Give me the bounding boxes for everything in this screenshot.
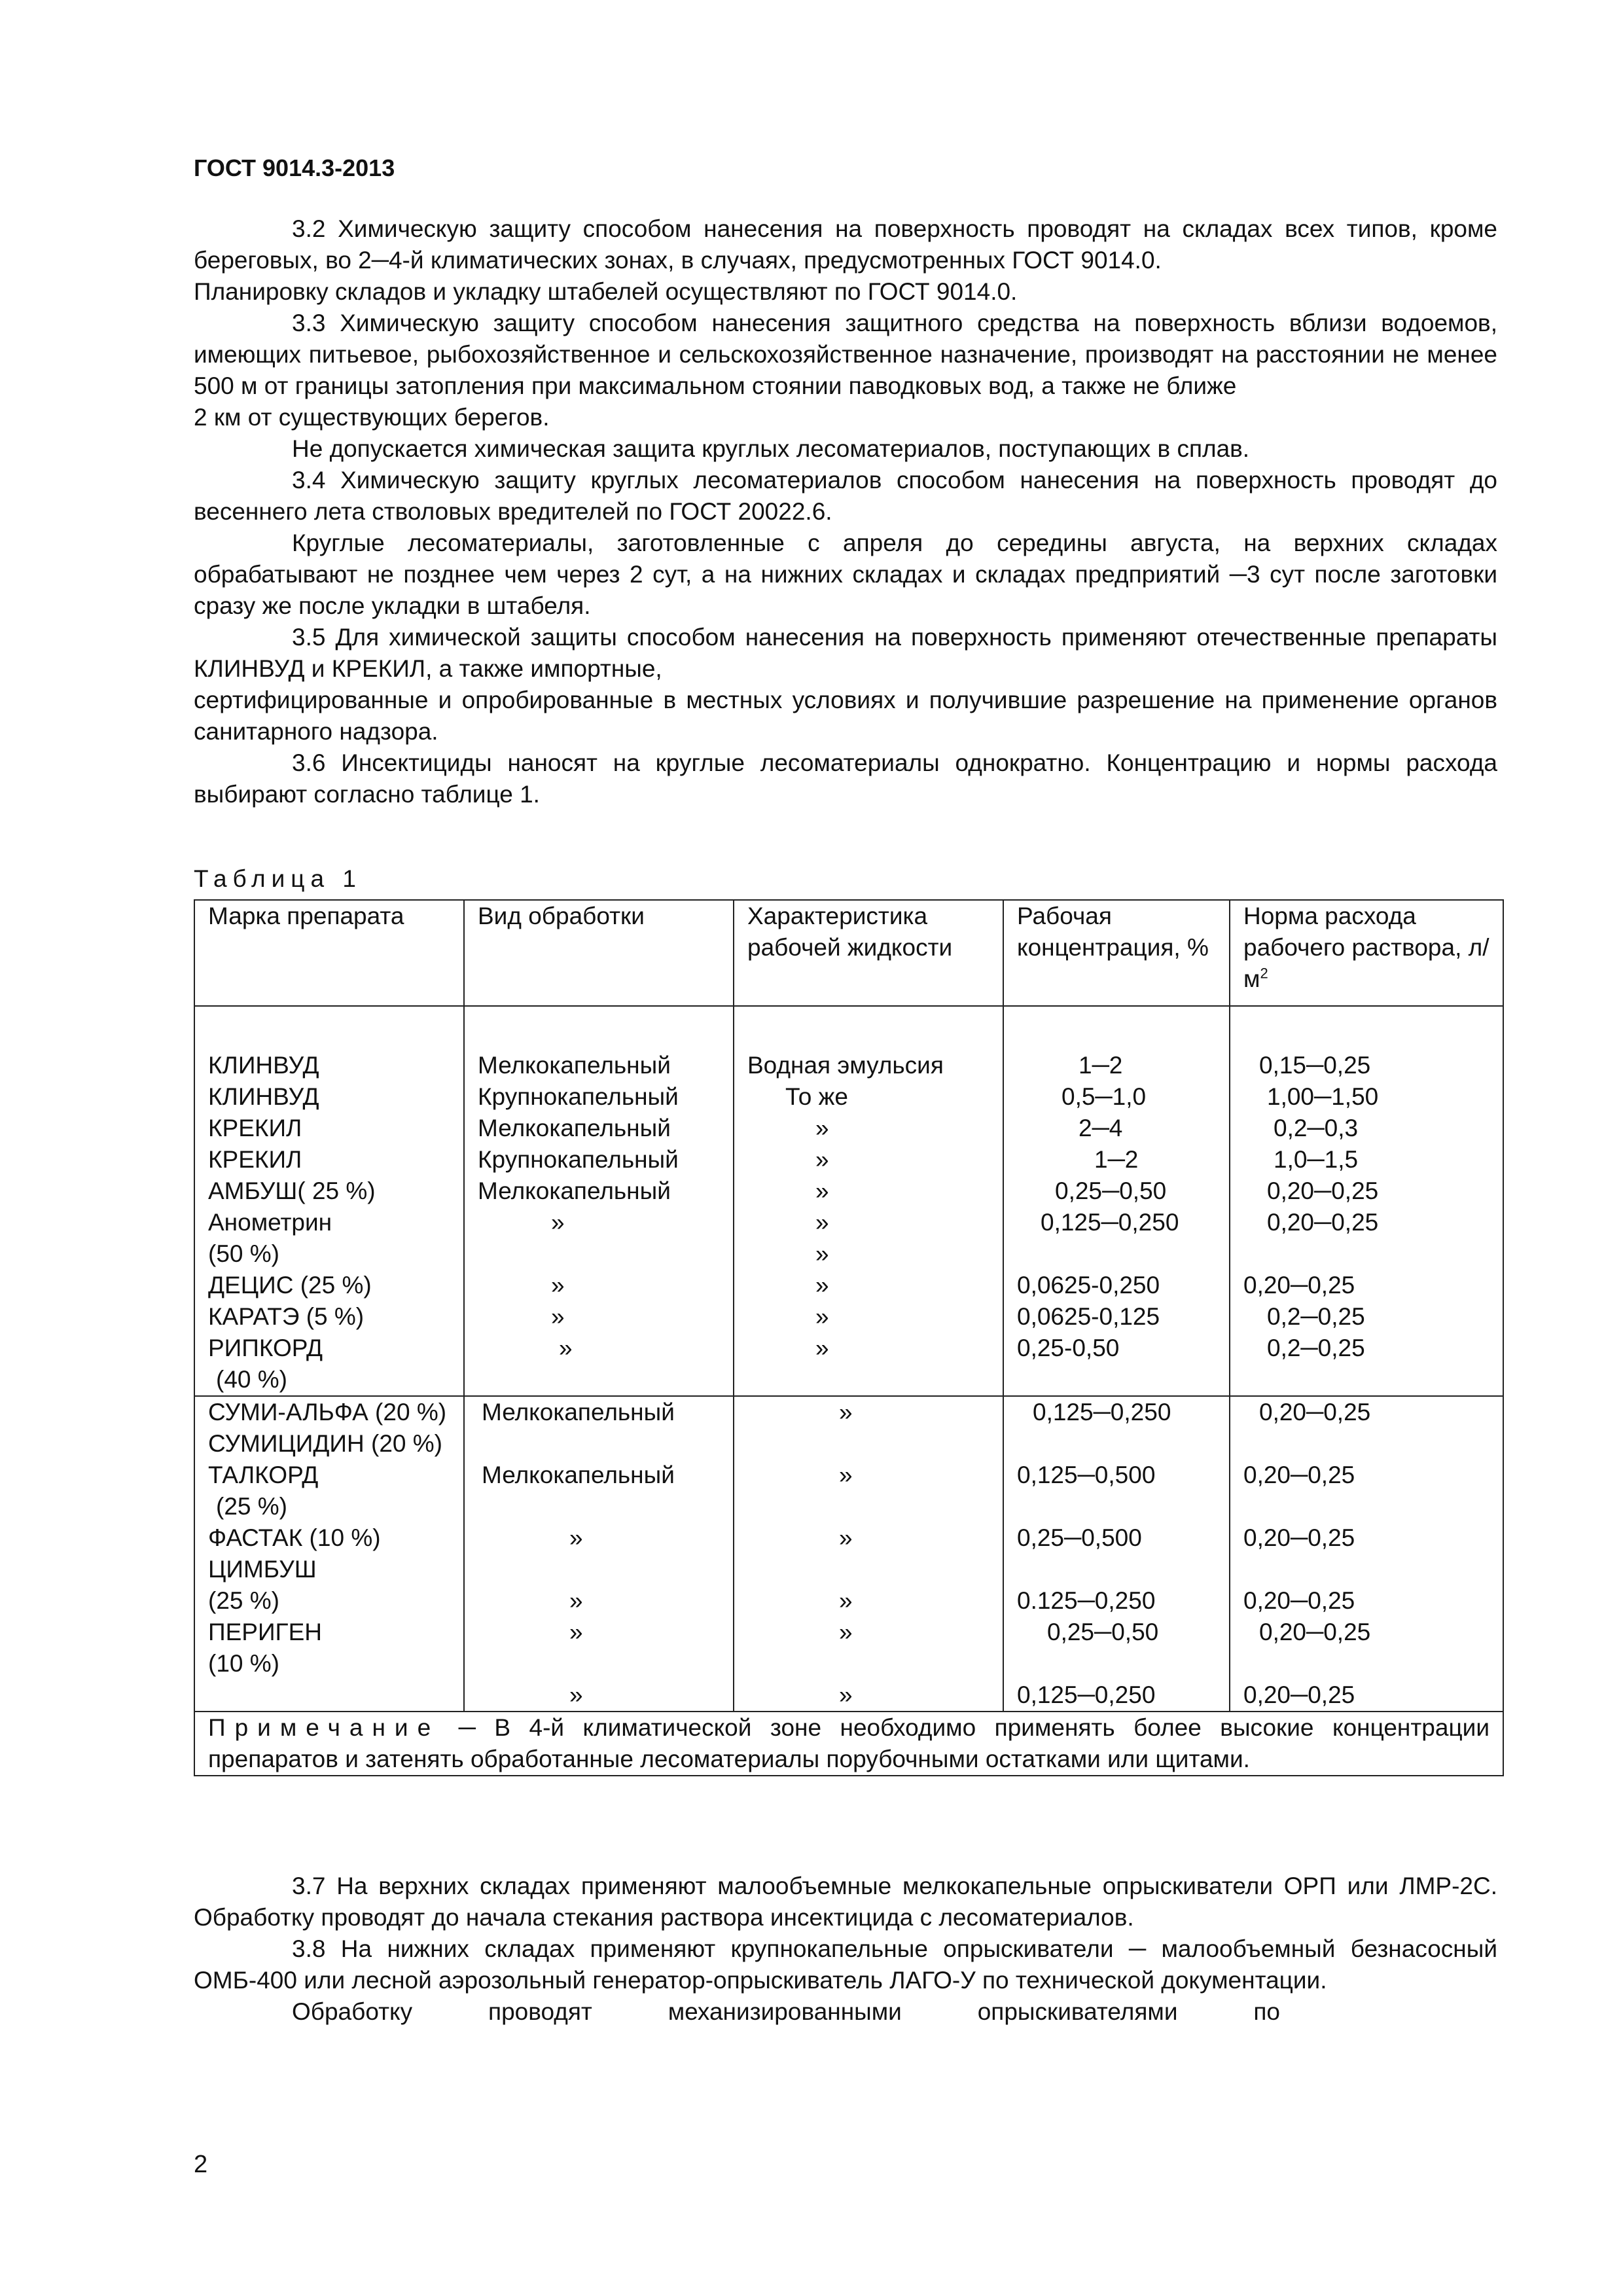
list-item <box>747 1491 990 1522</box>
para-mechanized: Обработку проводят механизированными опрыскивателями по <box>292 1998 1280 2025</box>
para-round-timber: Круглые лесоматериалы, заготовленные с апреля до середины августа, на верхних складах обрабатывают не позднее чем через 2 сут, а на нижних складах и складах предприятий ─3 сут после заготовки сразу же после укладки в штабеля. <box>194 529 1497 619</box>
g2-col1 <box>194 1396 464 1712</box>
list-item: 0,20─0,25 <box>1243 1272 1355 1299</box>
list-item: » <box>839 1399 853 1426</box>
list-item: 0,125─0,500 <box>1017 1462 1156 1488</box>
para-3-4: 3.4 Химическую защиту круглых лесоматериалов способом нанесения на поверхность проводят до весеннего лета стволовых вредителей по ГОСТ 20022.6. <box>194 467 1497 525</box>
list-item: » <box>569 1619 583 1645</box>
list-item: 0,20─0,25 <box>1267 1177 1379 1204</box>
list-item: 1─2 <box>1079 1052 1123 1079</box>
table-caption: Таблица 1 <box>194 865 362 892</box>
list-item: Крупнокапельный <box>478 1146 679 1173</box>
list-item: ДЕЦИС (25 %) <box>208 1272 372 1299</box>
list-item: (50 %) <box>208 1240 279 1267</box>
g2-col5 <box>1230 1396 1503 1712</box>
body-bottom <box>194 1871 1497 2028</box>
list-item: » <box>815 1146 829 1173</box>
th-liquid: Характеристика рабочей жидкости <box>734 900 1003 1006</box>
g1-col5 <box>1230 1006 1503 1396</box>
list-item: 1,00─1,50 <box>1267 1083 1379 1110</box>
list-item <box>1243 1491 1489 1522</box>
list-item: 0,125─0,250 <box>1041 1209 1179 1236</box>
list-item: АМБУШ( 25 %) <box>208 1177 376 1204</box>
list-item: 0,0625-0,125 <box>1017 1303 1160 1330</box>
list-item: 0,25─0,50 <box>1047 1619 1159 1645</box>
page-number: 2 <box>194 2151 208 2178</box>
list-item: КЛИНВУД <box>208 1052 319 1079</box>
list-item: 0,5─1,0 <box>1061 1083 1147 1110</box>
para-planning: Планировку складов и укладку штабелей осуществляют по ГОСТ 9014.0. <box>194 278 1018 305</box>
list-item: » <box>551 1303 565 1330</box>
list-item: 0,15─0,25 <box>1259 1052 1371 1079</box>
list-item: 0,25-0,50 <box>1017 1335 1120 1361</box>
th-concentration: Рабочая концентрация, % <box>1003 900 1230 1006</box>
list-item: 0,20─0,25 <box>1259 1399 1371 1426</box>
list-item: » <box>569 1524 583 1551</box>
list-item: » <box>815 1272 829 1299</box>
list-item: » <box>839 1524 853 1551</box>
list-item: » <box>815 1209 829 1236</box>
list-item: » <box>815 1303 829 1330</box>
note-text: ─ В 4-й климатической зоне необходимо применять более высокие концентрации препаратов и затенять обработанные лесоматериалы порубочными остатками или щитами. <box>208 1714 1489 1772</box>
list-item <box>478 1648 720 1679</box>
list-item <box>478 1554 720 1585</box>
list-item: » <box>839 1462 853 1488</box>
th-brand: Марка препарата <box>194 900 464 1006</box>
list-item <box>478 1491 720 1522</box>
body-top <box>194 213 1497 810</box>
para-certified: сертифицированные и опробированные в местных условиях и получившие разрешение на применение органов санитарного надзора. <box>194 687 1497 745</box>
g1-col1 <box>194 1006 464 1396</box>
list-item: СУМИЦИДИН (20 %) <box>208 1430 443 1457</box>
list-item: 0,25─0,500 <box>1017 1524 1142 1551</box>
list-item <box>1017 1491 1216 1522</box>
list-item: » <box>839 1681 853 1708</box>
th-rate-sup: 2 <box>1260 965 1268 982</box>
list-item: 0,0625-0,250 <box>1017 1272 1160 1299</box>
list-item: 0,2─0,3 <box>1274 1115 1359 1141</box>
para-2km: 2 км от существующих берегов. <box>194 404 550 431</box>
para-3-3: 3.3 Химическую защиту способом нанесения защитного средства на поверхность вблизи водоемов, имеющих питьевое, рыбохозяйственное и сельскохозяйственное назначение, производят на расстоянии не менее 500 м от границы затопления при максимальном стоянии паводковых вод, а также не ближе <box>194 310 1497 399</box>
list-item: КРЕКИЛ <box>208 1146 302 1173</box>
list-item: КЛИНВУД <box>208 1083 319 1110</box>
list-item: 0,20─0,25 <box>1267 1209 1379 1236</box>
list-item: » <box>815 1335 829 1361</box>
list-item: 0,20─0,25 <box>1243 1587 1355 1614</box>
g2-col4 <box>1003 1396 1230 1712</box>
table-group-2 <box>194 1396 1503 1712</box>
list-item <box>747 1428 990 1460</box>
note-label: Примечание <box>208 1714 440 1741</box>
list-item <box>478 1428 720 1460</box>
table-note-row <box>194 1712 1503 1776</box>
para-3-7: 3.7 На верхних складах применяют малообъемные мелкокапельные опрыскиватели ОРП или ЛМР-2С. Обработку проводят до начала стекания раствора инсектицида с лесоматериалов. <box>194 1873 1497 1931</box>
list-item: СУМИ-АЛЬФА (20 %) <box>208 1399 447 1426</box>
g1-col2 <box>464 1006 734 1396</box>
list-item <box>1243 1554 1489 1585</box>
table-note <box>194 1712 1503 1776</box>
list-item: КАРАТЭ (5 %) <box>208 1303 365 1330</box>
list-item: РИПКОРД <box>208 1335 323 1361</box>
list-item: Мелкокапельный <box>482 1399 675 1426</box>
g2-col2 <box>464 1396 734 1712</box>
list-item: » <box>839 1619 853 1645</box>
list-item <box>747 1648 990 1679</box>
list-item: 0,2─0,25 <box>1267 1303 1365 1330</box>
para-3-5: 3.5 Для химической защиты способом нанесения на поверхность применяют отечественные препараты КЛИНВУД и КРЕКИЛ, а также импортные, <box>194 624 1497 682</box>
para-3-2: 3.2 Химическую защиту способом нанесения на поверхность проводят на складах всех типов, кроме береговых, во 2─4-й климатических зонах, в случаях, предусмотренных ГОСТ 9014.0. <box>194 215 1497 274</box>
list-item: 1─2 <box>1094 1146 1139 1173</box>
list-item: Анометрин <box>208 1209 332 1236</box>
list-item: 0,20─0,25 <box>1259 1619 1371 1645</box>
list-item: Мелкокапельный <box>478 1115 671 1141</box>
list-item: (25 %) <box>208 1587 279 1614</box>
list-item: » <box>559 1335 573 1361</box>
g2-col3 <box>734 1396 1003 1712</box>
list-item <box>1017 1238 1216 1270</box>
para-3-6: 3.6 Инсектициды наносят на круглые лесоматериалы однократно. Концентрацию и нормы расхода выбирают согласно таблице 1. <box>194 749 1497 808</box>
list-item <box>1017 1428 1216 1460</box>
document-header: ГОСТ 9014.3-2013 <box>194 154 395 181</box>
list-item: » <box>815 1115 829 1141</box>
table-insecticides <box>194 899 1504 1776</box>
list-item: Водная эмульсия <box>747 1052 944 1079</box>
list-item: КРЕКИЛ <box>208 1115 302 1141</box>
list-item <box>1243 1428 1489 1460</box>
para-3-8: 3.8 На нижних складах применяют крупнокапельные опрыскиватели ─ малообъемный безнасосный ОМБ-400 или лесной аэрозольный генератор-опрыскиватель ЛАГО-У по технической документации. <box>194 1935 1497 1994</box>
list-item: ФАСТАК (10 %) <box>208 1524 381 1551</box>
para-no-rafting: Не допускается химическая защита круглых лесоматериалов, поступающих в сплав. <box>292 435 1250 462</box>
list-item <box>1017 1554 1216 1585</box>
list-item: 1,0─1,5 <box>1274 1146 1359 1173</box>
list-item: » <box>839 1587 853 1614</box>
list-item: (40 %) <box>216 1366 287 1393</box>
list-item: » <box>569 1587 583 1614</box>
list-item: » <box>815 1177 829 1204</box>
list-item: Мелкокапельный <box>478 1177 671 1204</box>
list-item: То же <box>785 1083 848 1110</box>
list-item: (10 %) <box>208 1650 279 1677</box>
list-item: 0,20─0,25 <box>1243 1681 1355 1708</box>
list-item: 0.125─0,250 <box>1017 1587 1156 1614</box>
list-item: 0,25─0,50 <box>1055 1177 1167 1204</box>
list-item <box>1243 1238 1489 1270</box>
list-item: » <box>551 1272 565 1299</box>
g1-col4 <box>1003 1006 1230 1396</box>
th-rate <box>1230 900 1503 1006</box>
list-item: ПЕРИГЕН <box>208 1619 322 1645</box>
list-item <box>1017 1648 1216 1679</box>
list-item: 2─4 <box>1079 1115 1123 1141</box>
list-item: 0,125─0,250 <box>1033 1399 1171 1426</box>
g1-col3 <box>734 1006 1003 1396</box>
list-item: ЦИМБУШ <box>208 1556 317 1583</box>
list-item: ТАЛКОРД <box>208 1462 319 1488</box>
list-item: 0,20─0,25 <box>1243 1524 1355 1551</box>
list-item: Мелкокапельный <box>478 1052 671 1079</box>
list-item: » <box>569 1681 583 1708</box>
list-item: 0,125─0,250 <box>1017 1681 1156 1708</box>
list-item <box>1243 1648 1489 1679</box>
list-item: Крупнокапельный <box>478 1083 679 1110</box>
table-header-row <box>194 900 1503 1006</box>
list-item: 0,20─0,25 <box>1243 1462 1355 1488</box>
list-item: Мелкокапельный <box>482 1462 675 1488</box>
list-item <box>478 1238 720 1270</box>
list-item: 0,2─0,25 <box>1267 1335 1365 1361</box>
list-item <box>747 1554 990 1585</box>
list-item: (25 %) <box>216 1493 287 1520</box>
th-rate-text: Норма расхода рабочего раствора, л/м <box>1243 903 1489 992</box>
th-treatment: Вид обработки <box>464 900 734 1006</box>
table-group-1 <box>194 1006 1503 1396</box>
list-item: » <box>551 1209 565 1236</box>
list-item: » <box>815 1240 829 1267</box>
